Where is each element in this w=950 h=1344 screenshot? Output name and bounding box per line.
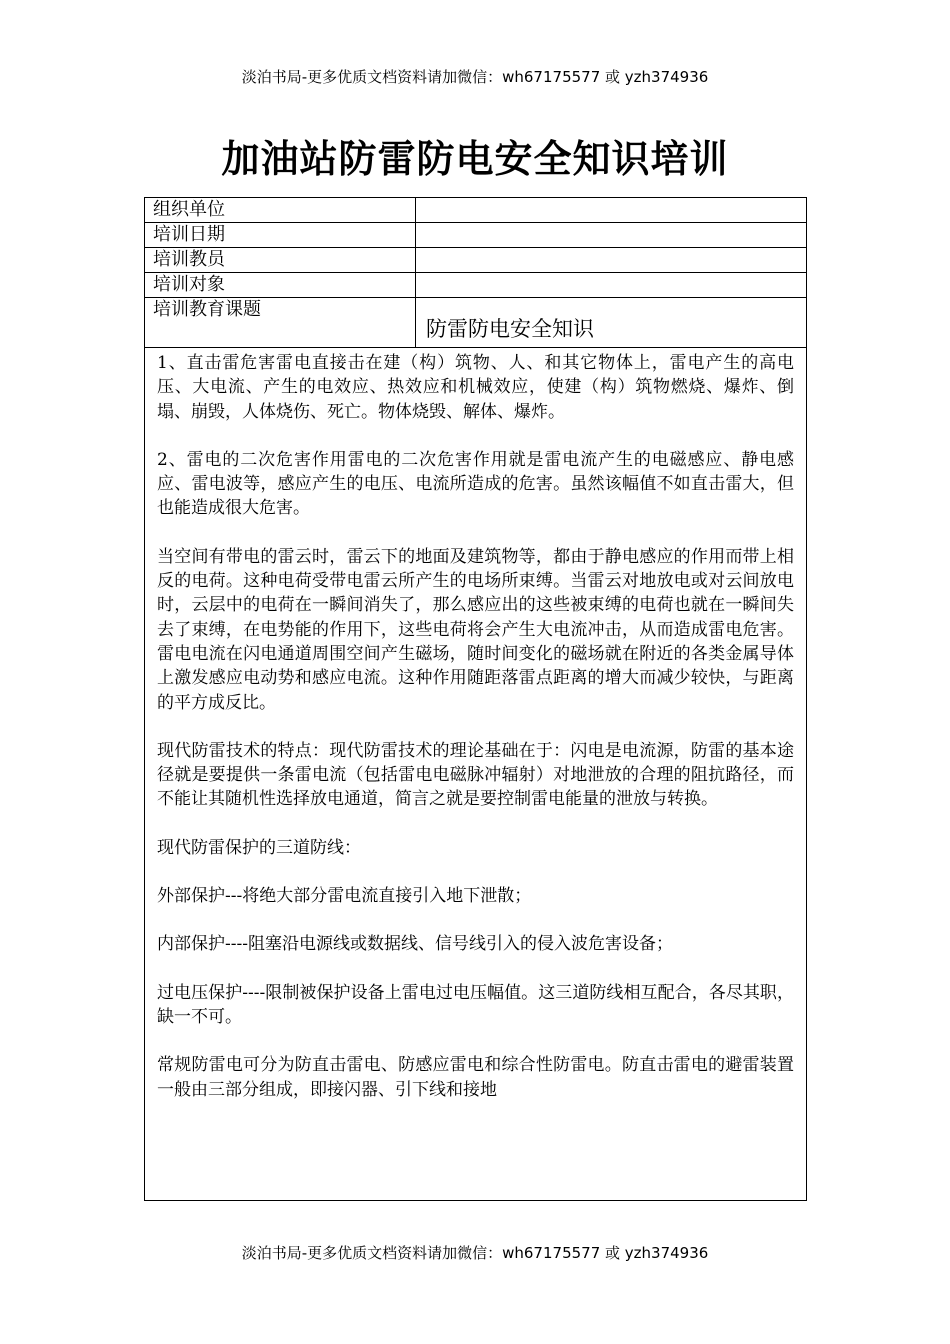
- content-paragraph: 1、直击雷危害雷电直接击在建（构）筑物、人、和其它物体上，雷电产生的高电压、大电流、产生的电效应、热效应和机械效应，使建（构）筑物燃烧、爆炸、倒塌、崩毁，人体烧伤、死亡。物体烧毁、解体、爆炸。: [157, 353, 794, 422]
- organization-value: [416, 198, 807, 223]
- content-paragraph: 当空间有带电的雷云时，雷云下的地面及建筑物等，都由于静电感应的作用而带上相反的电荷。这种电荷受带电雷云所产生的电场所束缚。当雷云对地放电或对云间放电时，云层中的电荷在一瞬间消失了，那么感应出的这些被束缚的电荷也就在一瞬间失去了束缚，在电势能的作用下，这些电荷将会产生大电流冲击，从而造成雷电危害。雷电电流在闪电通道周围空间产生磁场，随时间变化的磁场就在附近的各类金属导体上激发感应电动势和感应电流。这种作用随距落雷点距离的增大而减少较快，与距离的平方成反比。: [157, 546, 794, 713]
- content-paragraph: 2、雷电的二次危害作用雷电的二次危害作用就是雷电流产生的电磁感应、静电感应、雷电波等，感应产生的电压、电流所造成的危害。虽然该幅值不如直击雷大，但也能造成很大危害。: [157, 449, 794, 519]
- table-row-organization: [145, 198, 807, 223]
- content-paragraph: 现代防雷保护的三道防线：: [157, 837, 361, 858]
- table-row-date: [145, 223, 807, 248]
- table-row-audience: [145, 273, 807, 298]
- training-info-table: [144, 197, 807, 348]
- content-paragraph: 过电压保护----限制被保护设备上雷电过电压幅值。这三道防线相互配合，各尽其职，缺一不可。: [157, 982, 794, 1027]
- training-date-value: [416, 223, 807, 248]
- audience-value: [416, 273, 807, 298]
- content-paragraph: 现代防雷技术的特点：现代防雷技术的理论基础在于：闪电是电流源，防雷的基本途径就是要提供一条雷电流（包括雷电电磁脉冲辐射）对地泄放的合理的阻抗路径，而不能让其随机性选择放电通道，简言之就是要控制雷电能量的泄放与转换。: [157, 740, 794, 810]
- organization-label: 组织单位: [145, 198, 416, 223]
- training-date-label: 培训日期: [145, 223, 416, 248]
- document-title: 加油站防雷防电安全知识培训: [221, 137, 729, 181]
- footer-watermark-note: 淡泊书局-更多优质文档资料请加微信：wh67175577 或 yzh374936: [241, 1244, 709, 1262]
- topic-label: 培训教育课题: [145, 298, 416, 348]
- table-row-trainer: [145, 248, 807, 273]
- trainer-label: 培训教员: [145, 248, 416, 273]
- trainer-value: [416, 248, 807, 273]
- topic-value: 防雷防电安全知识: [416, 298, 807, 348]
- content-paragraph: 内部保护----阻塞沿电源线或数据线、信号线引入的侵入波危害设备；: [157, 934, 673, 955]
- content-paragraph: 外部保护---将绝大部分雷电流直接引入地下泄散；: [157, 886, 532, 907]
- training-content-box: [144, 347, 807, 1201]
- header-watermark-note: 淡泊书局-更多优质文档资料请加微信：wh67175577 或 yzh374936: [241, 68, 709, 86]
- table-row-topic: [145, 298, 807, 348]
- audience-label: 培训对象: [145, 273, 416, 298]
- content-paragraph: 常规防雷电可分为防直击雷电、防感应雷电和综合性防雷电。防直击雷电的避雷装置一般由三部分组成，即接闪器、引下线和接地: [157, 1055, 794, 1100]
